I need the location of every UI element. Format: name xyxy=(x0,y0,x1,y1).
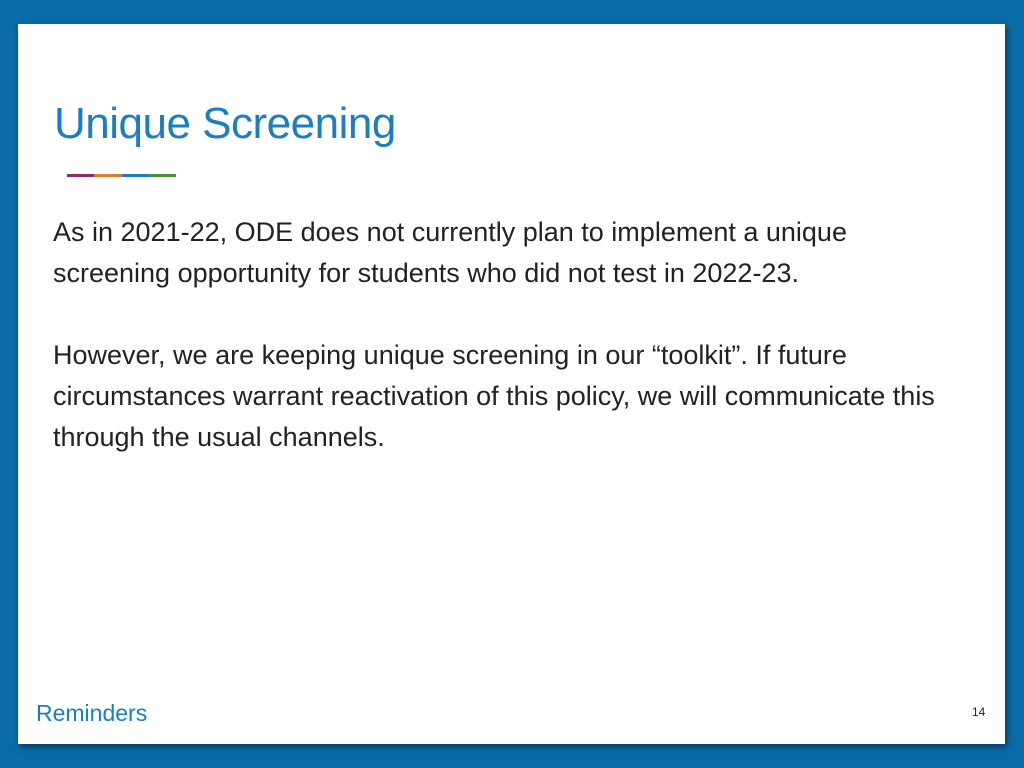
body-paragraph: However, we are keeping unique screening in our “toolkit”. If future circumstances warrant reactivation of this policy, we will communicate this through the usual channels. xyxy=(53,340,935,452)
accent-segment-purple xyxy=(67,174,94,177)
slide-body xyxy=(53,212,953,499)
accent-segment-orange xyxy=(94,174,121,177)
accent-segment-blue xyxy=(122,174,149,177)
body-paragraph: As in 2021-22, ODE does not currently plan to implement a unique screening opportunity for students who did not test in 2022-23. xyxy=(53,217,847,288)
slide-title: Unique Screening xyxy=(54,99,396,148)
footer-section-label: Reminders xyxy=(36,700,148,726)
title-accent-line xyxy=(67,174,176,177)
page-number: 14 xyxy=(972,705,986,719)
accent-segment-green xyxy=(149,174,176,177)
slide-canvas xyxy=(18,24,1005,744)
